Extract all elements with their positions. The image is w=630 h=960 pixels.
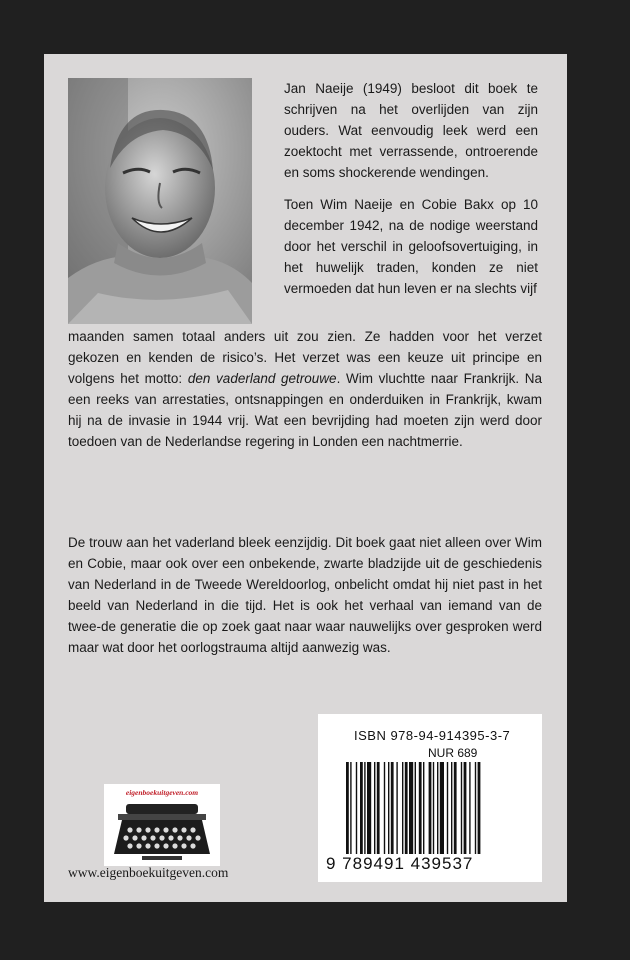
barcode-bar <box>433 762 434 854</box>
barcode-bar <box>360 762 363 854</box>
intro-paragraph: Jan Naeije (1949) besloot dit boek te schrijven na het overlijden van zijn ouders. Wat eenvoudig leek werd een zoektocht met verrassende, ontroerende en soms shockerende wendingen. <box>284 81 538 180</box>
author-portrait-image <box>68 78 252 324</box>
barcode-bar <box>454 762 457 854</box>
barcode-bar <box>478 762 481 854</box>
barcode-bar <box>396 762 397 854</box>
barcode-bar <box>377 762 380 854</box>
barcode-bars <box>346 762 526 854</box>
barcode-bar <box>350 762 351 854</box>
barcode-bar <box>367 762 371 854</box>
isbn-number: ISBN 978-94-914395-3-7 <box>354 728 511 743</box>
barcode-bar <box>356 762 357 854</box>
barcode-panel <box>318 714 542 882</box>
barcode-bar <box>461 762 462 854</box>
barcode-bar <box>447 762 448 854</box>
barcode-bar <box>475 762 476 854</box>
barcode-bar <box>391 762 394 854</box>
barcode-bar <box>464 762 467 854</box>
nur-code: NUR 689 <box>428 746 478 760</box>
barcode-bar <box>429 762 432 854</box>
barcode-bar <box>374 762 375 854</box>
barcode-bar <box>451 762 452 854</box>
story-paragraph-continued <box>68 326 542 452</box>
motto-text: den vaderland getrouwe <box>187 371 337 386</box>
barcode-bar <box>415 762 416 854</box>
publisher-logo <box>104 784 220 866</box>
barcode-bar <box>405 762 408 854</box>
barcode-bar <box>364 762 365 854</box>
author-photo <box>68 78 252 324</box>
barcode-bar <box>440 762 444 854</box>
publisher-url: www.eigenboekuitgeven.com <box>68 865 229 880</box>
barcode-bar <box>346 762 349 854</box>
barcode-bar <box>423 762 424 854</box>
barcode-bar <box>384 762 385 854</box>
publisher-logo-text: eigenboekuitgeven.com <box>125 788 199 797</box>
story-paragraph-start: Toen Wim Naeije en Cobie Bakx op 10 december 1942, na de nodige weerstand door het verschil in geloofsovertuiging, in het huwelijk traden, konden ze niet vermoeden dat hun leven er na slechts vijf <box>284 197 538 296</box>
closing-paragraph: De trouw aan het vaderland bleek eenzijdig. Dit boek gaat niet alleen over Wim en Cobie, maar ook over een onbekende, zwarte bladzijde uit de geschiedenis van Nederland in de Tweede Wereldoorlog, onbelicht omdat hij niet past in het beeld van Nederland in die tijd. Het is ook het verhaal van iemand van de twee-de generatie die op zoek gaat naar waar nauwelijks over gesproken werd maar wat door het oorlogstrauma altijd aanwezig was. <box>68 535 542 655</box>
barcode-bar <box>388 762 389 854</box>
story-text-after-motto: . Wim vluchtte naar Frankrijk. Na een reeks van arrestaties, ontsnappingen en onderduiken in Frankrijk, kwam hij na de invasie in 1944 vrij. Wat een bevrijding had moeten zijn werd door toedoen van de Nederlandse regering in Londen een nachtmerrie. <box>68 371 543 449</box>
barcode-bar <box>437 762 438 854</box>
story-text-before-motto: maanden samen totaal anders uit zou zien. Ze hadden voor het verzet gekozen en kenden de risico’s. Het verzet was een keuze uit principe en volgens het motto: <box>68 329 542 386</box>
barcode-bar <box>402 762 403 854</box>
barcode-bar <box>419 762 422 854</box>
ean-digits: 9 789491 439537 <box>326 854 474 873</box>
barcode-bar <box>409 762 413 854</box>
barcode-bar <box>469 762 470 854</box>
back-cover <box>44 54 567 902</box>
